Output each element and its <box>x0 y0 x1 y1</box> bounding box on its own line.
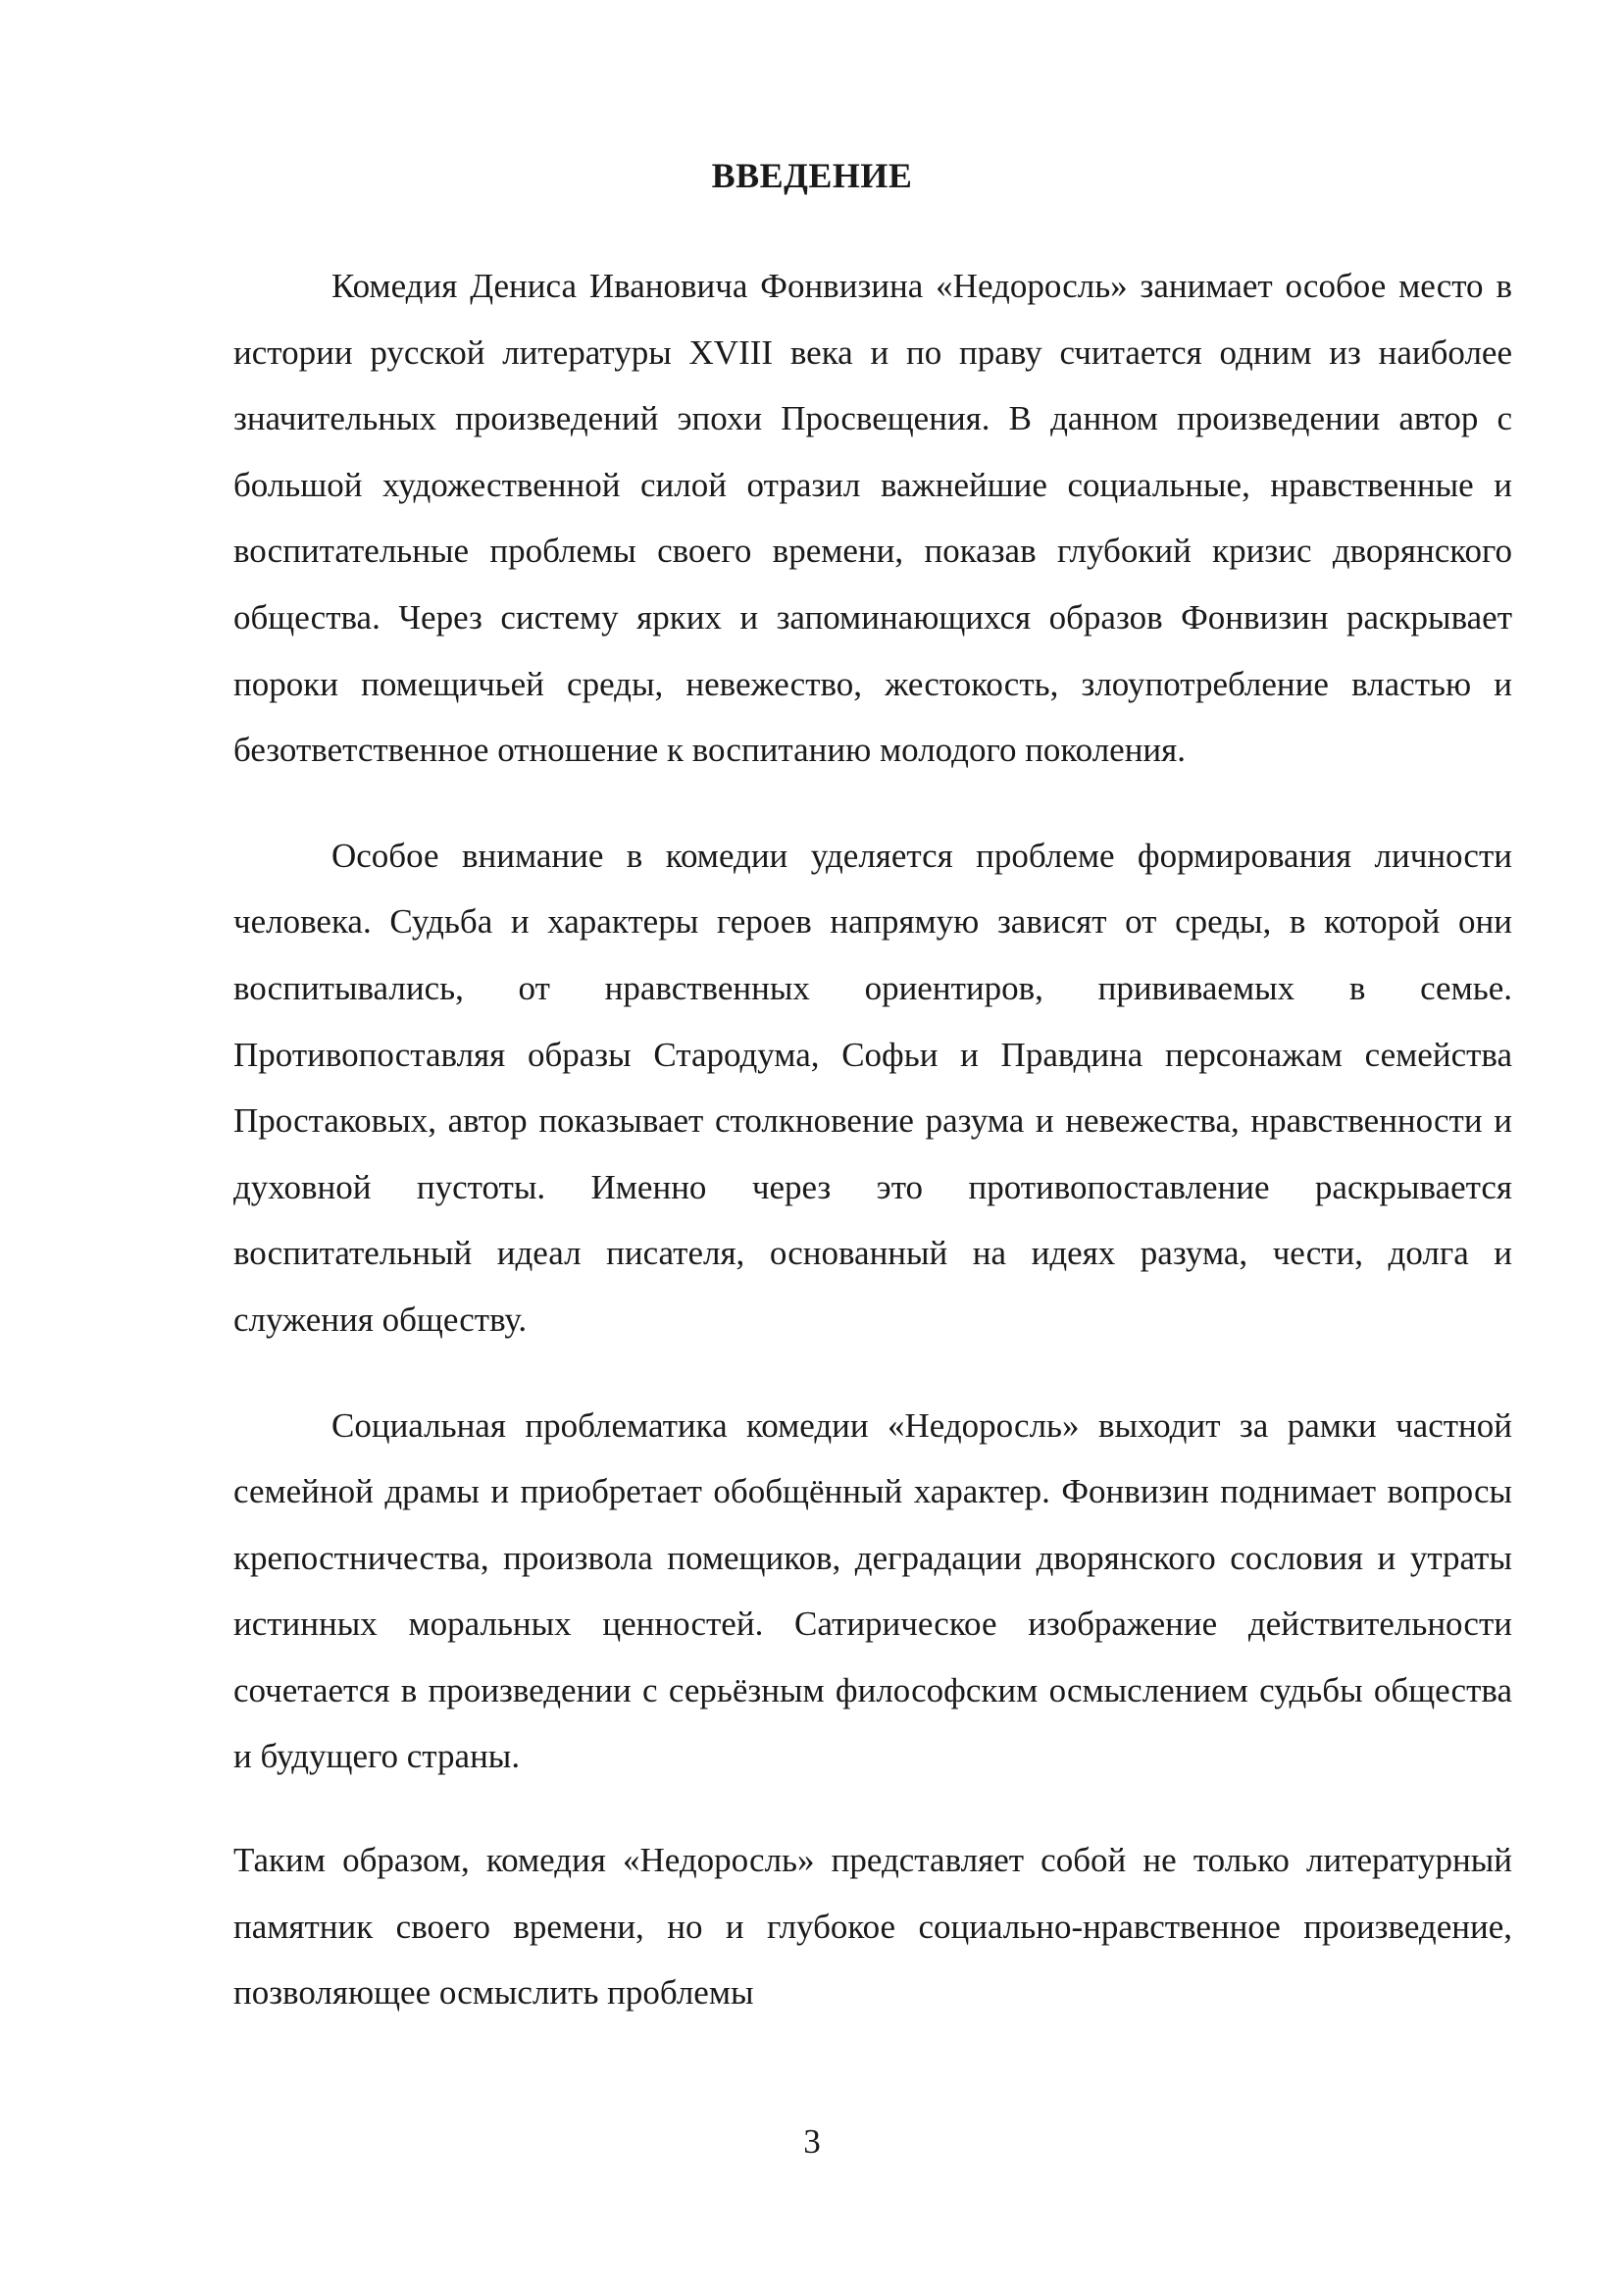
paragraph-1: Комедия Дениса Ивановича Фонвизина «Недоросль» занимает особое место в истории русской литературы XVIII века и по праву считается одним из наиболее значительных произведений эпохи Просвещения. В данном произведении автор с большой художественной силой отразил важнейшие социальные, нравственные и воспитательные проблемы своего времени, показав глубокий кризис дворянского общества. Через систему ярких и запоминающихся образов Фонвизин раскрывает пороки помещичьей среды, невежество, жестокость, злоупотребление властью и безответственное отношение к воспитанию молодого поколения. <box>233 267 1512 770</box>
page-number: 3 <box>803 2122 821 2161</box>
body-text <box>233 253 1512 2026</box>
section-heading: ВВЕДЕНИЕ <box>711 156 913 195</box>
paragraph-2: Особое внимание в комедии уделяется проблеме формирования личности человека. Судьба и характеры героев напрямую зависят от среды, в которой они воспитывались, от нравственных ориентиров, прививаемых в семье. Противопоставляя образы Стародума, Софьи и Правдина персонажам семейства Простаковых, автор показывает столкновение разума и невежества, нравственности и духовной пустоты. Именно через это противопоставление раскрывается воспитательный идеал писателя, основанный на идеях разума, чести, долга и служения обществу. <box>233 836 1512 1339</box>
paragraph-3: Социальная проблематика комедии «Недоросль» выходит за рамки частной семейной драмы и приобретает обобщённый характер. Фонвизин поднимает вопросы крепостничества, произвола помещиков, деградации дворянского сословия и утраты истинных моральных ценностей. Сатирическое изображение действительности сочетается в произведении с серьёзным философским осмыслением судьбы общества и будущего страны. <box>233 1405 1512 1776</box>
paragraph-4: Таким образом, комедия «Недоросль» представляет собой не только литературный памятник своего времени, но и глубокое социально-нравственное произведение, позволяющее осмыслить проблемы <box>233 1841 1512 2013</box>
